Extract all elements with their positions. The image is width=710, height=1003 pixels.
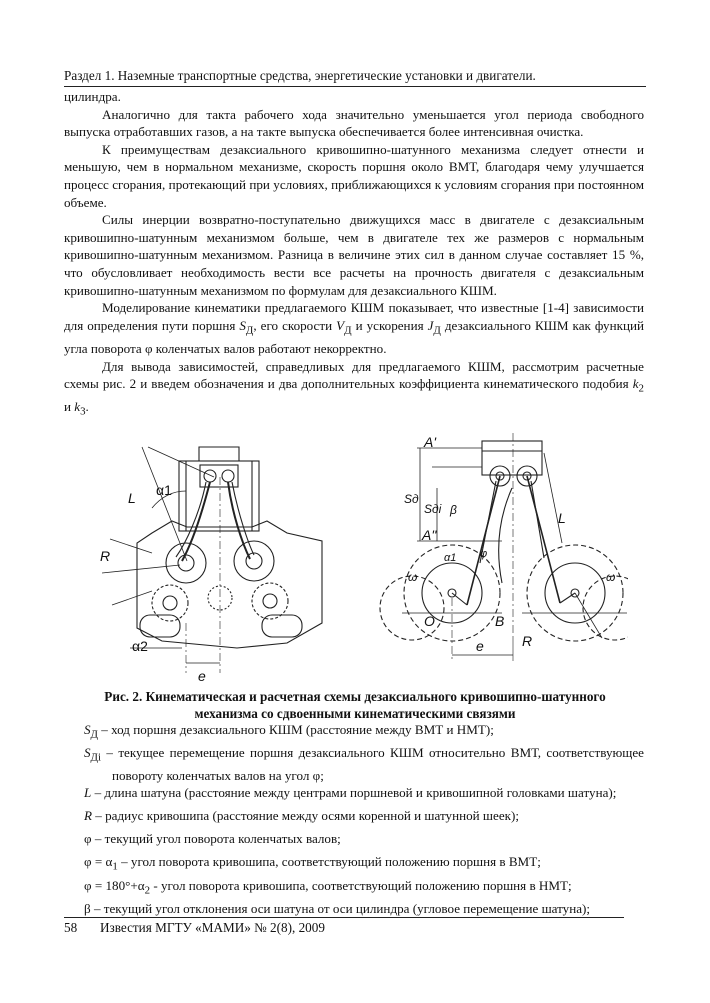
label-o: O xyxy=(424,613,435,629)
label-phi: φ xyxy=(480,548,488,560)
definition-item: φ – текущий угол поворота коленчатых валов; xyxy=(84,831,341,847)
label-l-right: L xyxy=(558,510,566,526)
definition-item: R – радиус кривошипа (расстояние между осями коренной и шатунной шеек); xyxy=(84,808,519,824)
label-a-prime: A' xyxy=(424,434,437,450)
body-text xyxy=(64,88,644,422)
label-r-left: R xyxy=(100,548,111,564)
caption-line-1: Рис. 2. Кинематическая и расчетная схемы дезаксиального кривошипно-шатунного xyxy=(104,689,606,704)
label-beta: β xyxy=(450,503,457,517)
definition-item: $\varphi = 180^\circ+\alpha_2$ - угол поворота кривошипа, соответствующий положению поршня в НМТ; xyxy=(84,877,572,897)
figure-2 xyxy=(82,433,628,683)
definition-item: $S_Д$ – ход поршня дезаксиального КШМ (расстояние между ВМТ и НМТ); xyxy=(84,722,494,741)
definition-item: $\varphi = \alpha_1$ – угол поворота кривошипа, соответствующий положению поршня в ВМТ; xyxy=(84,854,541,874)
paragraph-0: цилиндра. xyxy=(64,89,121,104)
label-sd: Sд xyxy=(404,492,419,506)
definition-item: $S_{Дi}$ – текущее перемещение поршня дезаксиального КШМ относительно ВМТ, соответствующее повороту коленчатых валов на угол φ; xyxy=(84,745,644,784)
label-e-right: e xyxy=(476,638,484,654)
label-l-left: L xyxy=(128,490,136,506)
label-alpha2-left: α2 xyxy=(132,638,148,654)
definition-item: L – длина шатуна (расстояние между центрами поршневой и кривошипной головками шатуна); xyxy=(84,785,617,801)
figure-labels xyxy=(100,434,615,683)
label-e-left: e xyxy=(198,668,206,683)
page-number: 58 xyxy=(64,920,78,935)
figure-drawings xyxy=(82,433,628,683)
notation-list xyxy=(84,721,644,923)
label-r-right: R xyxy=(522,633,533,649)
caption-line-2: механизма со сдвоенными кинематическими связями xyxy=(194,705,516,721)
journal-name: Известия МГТУ «МАМИ» № 2(8), 2009 xyxy=(100,920,325,935)
paragraph-3: Силы инерции возвратно-поступательно движущихся масс в двигателе с дезаксиальным кривошипно-шатунным механизмом больше, чем в двигателе тех же размеров с нормальным кривошипно-шатунным механизмом. Разница в величине этих сил в данном случае составляет 15 %, что обусловливает необходимость вести все расчеты на прочность двигателя с дезаксиальным кривошипно-шатунным механизмом по формулам для дезаксиального КШМ. xyxy=(64,212,644,298)
definition-item: β – текущий угол отклонения оси шатуна от оси цилиндра (угловое перемещение шатуна); xyxy=(84,900,591,916)
label-omega-right: ω xyxy=(606,570,616,584)
paragraph-2: К преимуществам дезаксиального кривошипно-шатунного механизма следует отнести и меньшую, чем в нормальном механизме, скорость поршня около ВМТ, благодаря чему улучшается процесс сгорания, протекающий при условиях, приближающихся к условиям сгорания при постоянном объеме. xyxy=(64,141,644,210)
paragraph-1: Аналогично для такта рабочего хода значительно уменьшается угол периода свободного выпуска отработавших газов, а на такте выпуска обеспечивается более интенсивная очистка. xyxy=(64,106,644,140)
figure-caption xyxy=(64,689,646,722)
label-alpha1-left: α1 xyxy=(156,482,172,498)
label-b: B xyxy=(495,613,505,629)
page-footer xyxy=(64,920,325,936)
label-alpha1-right: α1 xyxy=(444,552,457,564)
label-sdi: Sдi xyxy=(424,502,442,516)
paragraph-5: Для вывода зависимостей, справедливых для предлагаемого КШМ, рассмотрим расчетные схемы рис. 2 и введем обозначения и два дополнительных коэффициента кинематического подобия $k_2$ и $k_3$. xyxy=(64,358,644,418)
footer-rule xyxy=(64,917,624,918)
paragraph-4: Моделирование кинематики предлагаемого КШМ показывает, что известные [1-4] зависимости для определения пути поршня $S_Д$, его скорости $V_Д$ и ускорения $J_Д$ дезаксиального КШМ как функций угла поворота φ коленчатых валов работают некорректно. xyxy=(64,300,644,356)
running-header: Раздел 1. Наземные транспортные средства, энергетические установки и двигатели. xyxy=(64,68,536,83)
label-a-dprime: A" xyxy=(422,527,437,543)
header-rule xyxy=(64,86,646,87)
label-omega-left: ω xyxy=(408,570,418,584)
